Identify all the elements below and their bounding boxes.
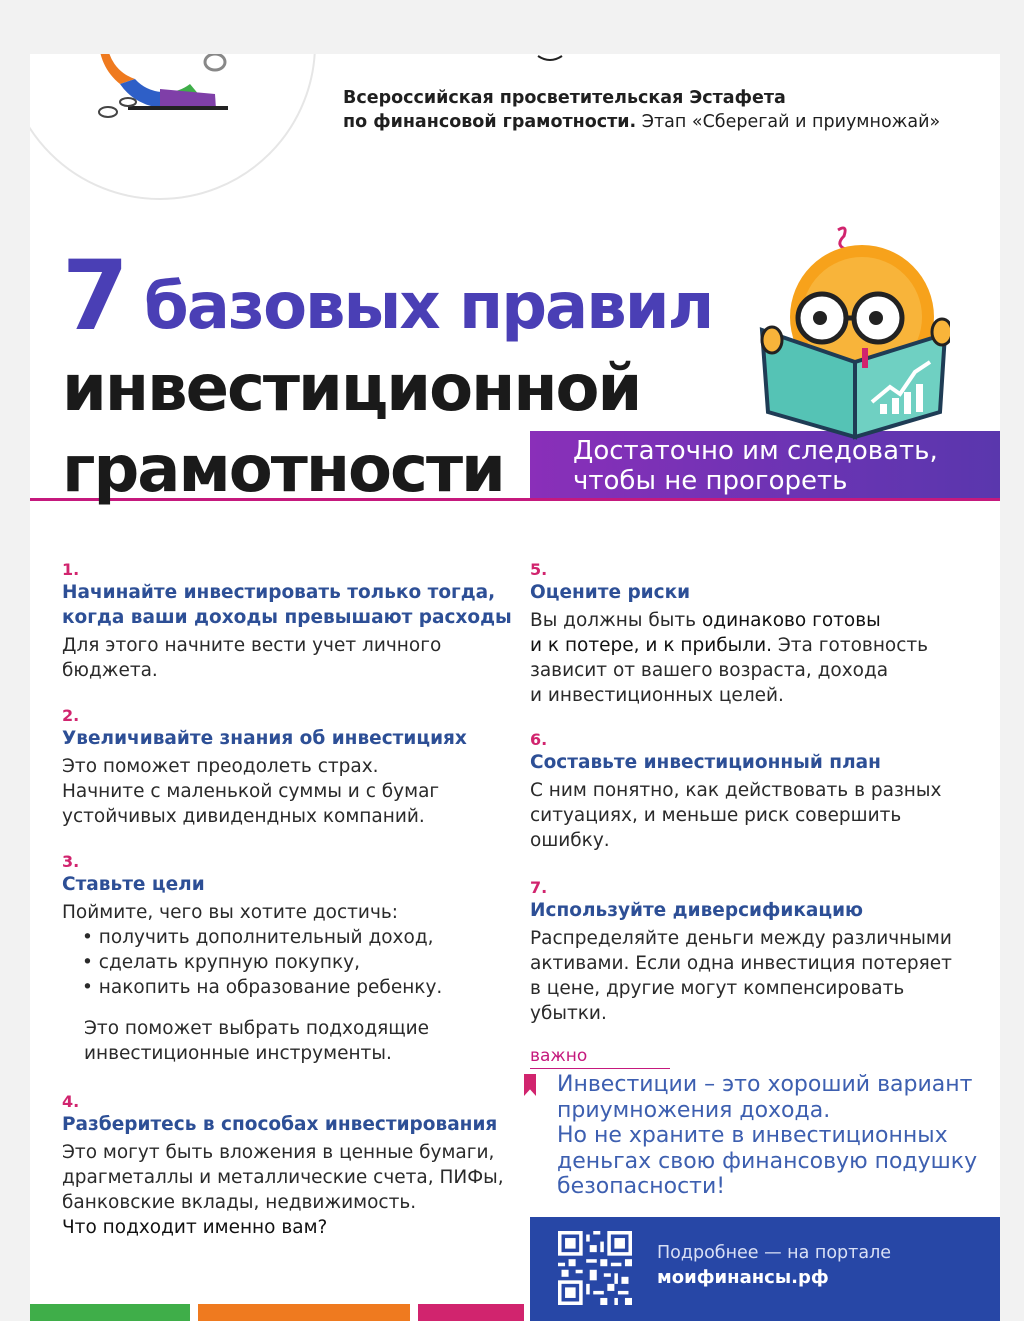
rule-6 bbox=[530, 730, 990, 853]
rule-number: 7. bbox=[530, 878, 548, 897]
bookmark-icon bbox=[524, 1074, 536, 1096]
rule-number: 1. bbox=[62, 560, 80, 579]
title-line3: грамотности bbox=[62, 433, 504, 507]
bottom-stripe-green bbox=[30, 1304, 190, 1321]
rule-bullet: • сделать крупную покупку, bbox=[82, 952, 360, 973]
rule-title: Составьте инвестиционный план bbox=[530, 752, 881, 773]
rule-title: Ставьте цели bbox=[62, 874, 205, 895]
rule-text: устойчивых дивидендных компаний. bbox=[62, 806, 425, 827]
portal-link[interactable]: моифинансы.рф bbox=[657, 1267, 829, 1288]
relay-logo bbox=[30, 54, 340, 214]
title-number: 7 bbox=[62, 240, 125, 352]
rule-text: Для этого начните вести учет личного bbox=[62, 635, 442, 656]
rule-text: инвестиционные инструменты. bbox=[84, 1043, 392, 1064]
rule-2 bbox=[62, 706, 522, 829]
rule-4 bbox=[62, 1092, 522, 1240]
rule-text: Эта готовность bbox=[771, 635, 929, 656]
banner-line1: Достаточно им следовать, bbox=[573, 436, 938, 466]
rule-text: и инвестиционных целей. bbox=[530, 685, 784, 706]
rule-text: зависит от вашего возраста, дохода bbox=[530, 660, 889, 681]
rule-3 bbox=[62, 852, 522, 1066]
rule-text-emphasis: одинаково готовы bbox=[701, 610, 881, 631]
rule-text: Распределяйте деньги между различными bbox=[530, 928, 952, 949]
rule-text: банковские вклады, недвижимость. bbox=[62, 1192, 417, 1213]
title-line1: базовых правил bbox=[144, 270, 713, 344]
rule-number: 2. bbox=[62, 706, 80, 725]
rule-title: Используйте диверсификацию bbox=[530, 900, 864, 921]
bottom-stripe-magenta bbox=[418, 1304, 524, 1321]
rule-text: Это поможет выбрать подходящие bbox=[84, 1018, 430, 1039]
important-line: безопасности! bbox=[557, 1174, 726, 1199]
rule-text: бюджета. bbox=[62, 660, 158, 681]
title-line2: инвестиционной bbox=[62, 352, 641, 426]
important-line: деньгах свою финансовую подушку bbox=[557, 1148, 978, 1174]
emblem-icon bbox=[535, 54, 565, 64]
rule-text: ошибку. bbox=[530, 830, 610, 851]
rule-text: С ним понятно, как действовать в разных bbox=[530, 780, 942, 801]
rule-text: Это могут быть вложения в ценные бумаги, bbox=[62, 1142, 495, 1163]
important-label: важно bbox=[530, 1046, 588, 1066]
rule-title: когда ваши доходы превышают расходы bbox=[62, 607, 512, 628]
header-text bbox=[343, 86, 940, 134]
rule-5 bbox=[530, 560, 990, 708]
important-line: Но не храните в инвестиционных bbox=[557, 1123, 948, 1148]
rule-text-emphasis: и к потере, и к прибыли. bbox=[530, 635, 772, 656]
rule-number: 6. bbox=[530, 730, 548, 749]
header-line2-thin: Этап «Сберегай и приумножай» bbox=[636, 112, 941, 132]
rule-text: активами. Если одна инвестиция потеряет bbox=[530, 953, 952, 974]
rule-text: Начните с маленькой суммы и с бумаг bbox=[62, 781, 440, 802]
rule-text: Что подходит именно вам? bbox=[62, 1217, 328, 1238]
rule-text: ситуациях, и меньше риск совершить bbox=[530, 805, 902, 826]
header-line2-bold: по финансовой грамотности. bbox=[343, 112, 637, 132]
rule-1 bbox=[62, 560, 522, 683]
coin-mascot-illustration bbox=[750, 222, 950, 447]
rule-text: Это поможет преодолеть страх. bbox=[62, 756, 379, 777]
important-underline bbox=[530, 1068, 670, 1069]
banner-line2: чтобы не прогореть bbox=[573, 466, 848, 496]
rule-title: Начинайте инвестировать только тогда, bbox=[62, 582, 496, 603]
qr-code-icon[interactable] bbox=[558, 1231, 632, 1305]
rule-text: Вы должны быть bbox=[530, 610, 702, 631]
rule-7 bbox=[530, 878, 990, 1026]
portal-caption: Подробнее — на портале bbox=[657, 1243, 892, 1263]
important-text bbox=[557, 1072, 977, 1200]
rule-title: Увеличивайте знания об инвестициях bbox=[62, 728, 467, 749]
rule-bullet: • получить дополнительный доход, bbox=[82, 927, 434, 948]
rule-bullet: • накопить на образование ребенку. bbox=[82, 977, 443, 998]
important-line: Инвестиции – это хороший вариант bbox=[557, 1072, 973, 1097]
rule-number: 5. bbox=[530, 560, 548, 579]
bottom-stripe-orange bbox=[198, 1304, 410, 1321]
rule-title: Разберитесь в способах инвестирования bbox=[62, 1114, 498, 1135]
rule-title: Оцените риски bbox=[530, 582, 691, 603]
important-line: приумножения дохода. bbox=[557, 1097, 831, 1123]
rule-number: 4. bbox=[62, 1092, 80, 1111]
rule-text: Поймите, чего вы хотите достичь: bbox=[62, 902, 399, 923]
rule-text: драгметаллы и металлические счета, ПИФы, bbox=[62, 1167, 504, 1188]
rule-number: 3. bbox=[62, 852, 80, 871]
rule-text: убытки. bbox=[530, 1003, 607, 1024]
header-line1: Всероссийская просветительская Эстафета bbox=[343, 88, 786, 108]
rule-text: в цене, другие могут компенсировать bbox=[530, 978, 905, 999]
poster bbox=[30, 54, 1000, 1321]
